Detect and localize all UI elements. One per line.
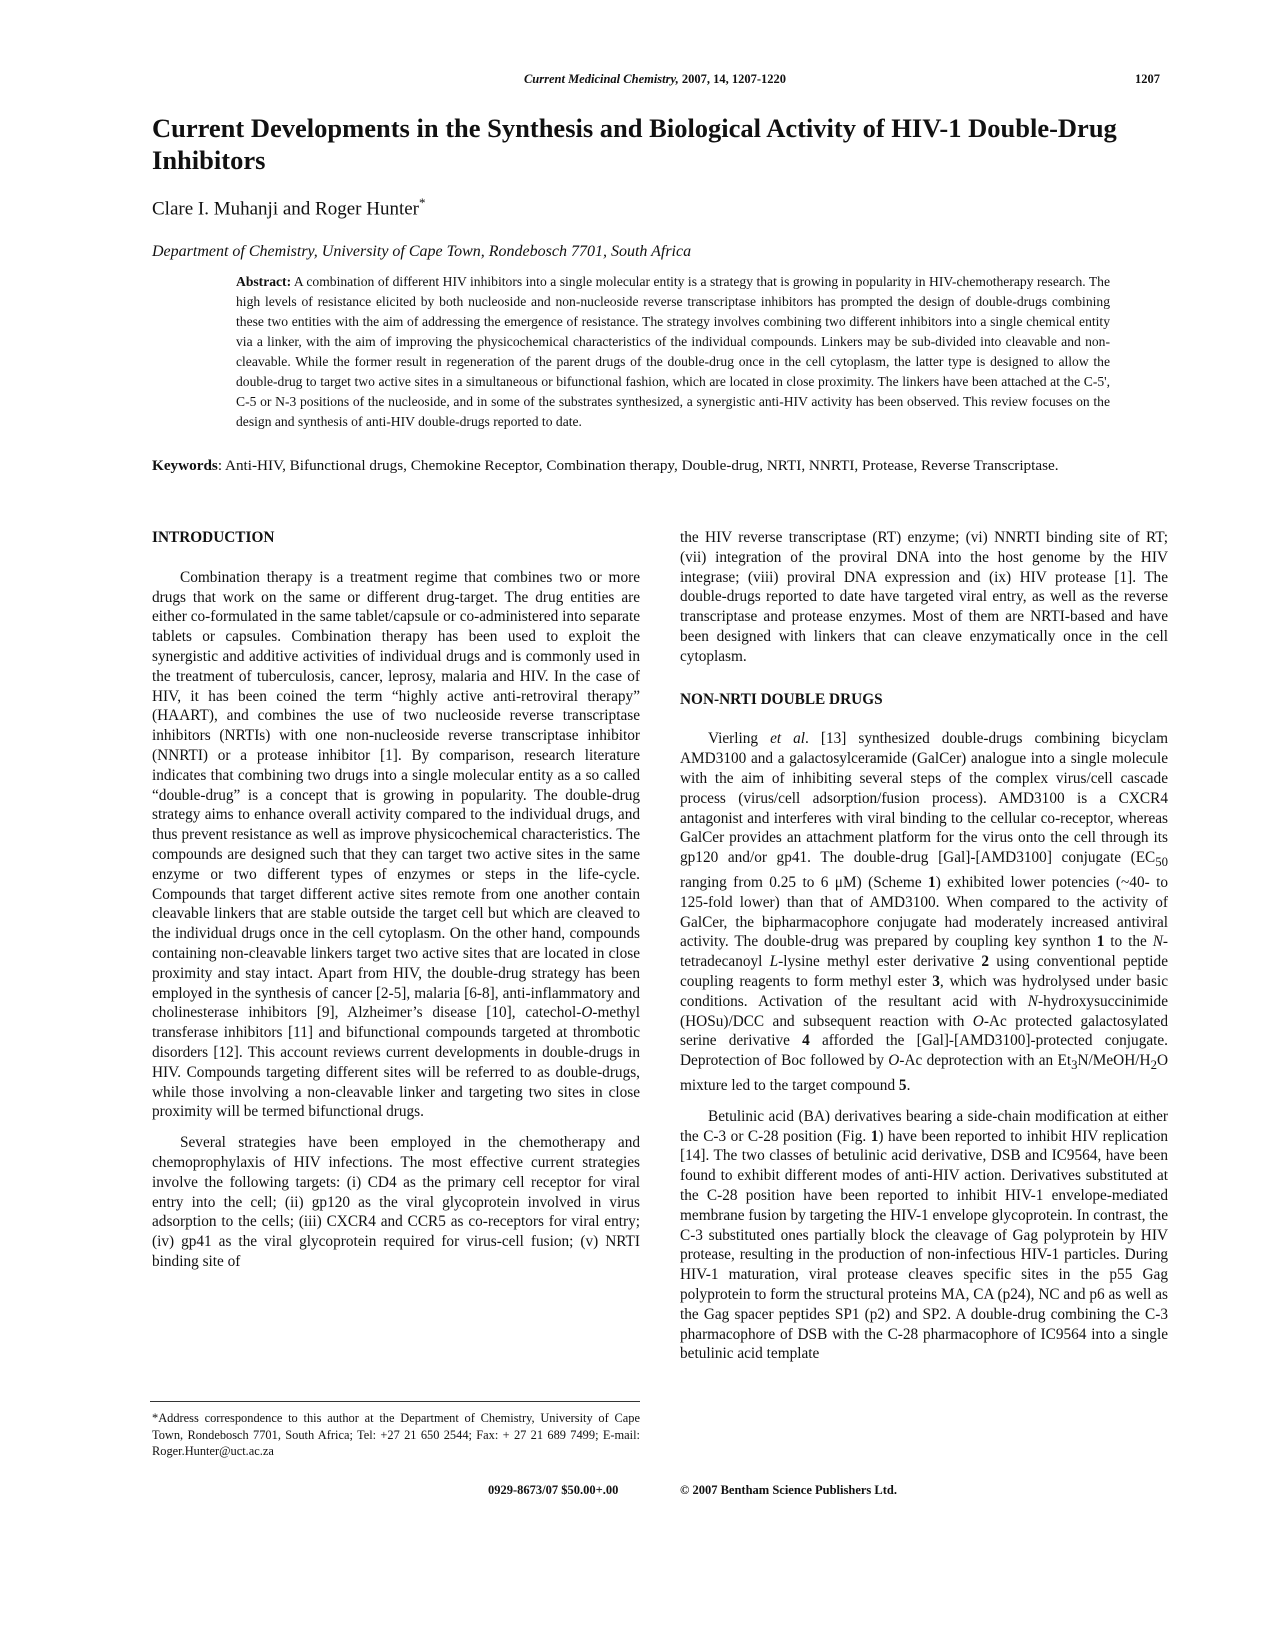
copyright: © 2007 Bentham Science Publishers Ltd. xyxy=(680,1483,897,1497)
t: ) have been reported to inhibit HIV replication [14]. The two classes of betulinic acid derivative, DSB and IC9564, have been found to exhibit different modes of anti-HIV action. Derivatives substituted at the C-28 position have been reported to inhibit HIV-1 envelope-mediated membrane fusion by targeting the HIV-1 envelope glycoprotein. In contrast, the C-3 substituted ones partially block the cleavage of Gag polyprotein by HIV protease, resulting in the production of non-infectious HIV-1 particles. During HIV-1 maturation, viral protease cleaves specific sites in the p55 Gag polyprotein to form the structural proteins MA, CA (p24), NC and p6 as well as the Gag spacer peptides SP1 (p2) and SP2. A double-drug combining the C-3 pharmacophore of DSB with the C-28 pharmacophore of IC9564 into a single betulinic acid template xyxy=(680,1127,1168,1363)
continued-paragraph: the HIV reverse transcriptase (RT) enzyme; (vi) NNRTI binding site of RT; (vii) integration of the proviral DNA into the host genome by the HIV integrase; (viii) proviral DNA expression and (ix) HIV protease [1]. The double-drugs reported to date have targeted viral entry, as well as the reverse transcriptase and protease enzymes. Most of them are NRTI-based and have been designed with linkers that can cleave enzymatically once in the cell cytoplasm. xyxy=(680,529,1168,665)
journal-citation xyxy=(150,72,1160,87)
subscript: 3 xyxy=(1071,1058,1078,1073)
t: ) exhibited lower potencies (~40- to 125-fold lower) than that of AMD3100. When compared to the activity of GalCer, the bipharmacophore conjugate had moderately increased antiviral activity. The double-drug was prepared by coupling key synthon xyxy=(680,874,1168,951)
keywords-text: : Anti-HIV, Bifunctional drugs, Chemokine Receptor, Combination therapy, Double-drug, NRTI, NNRTI, Protease, Reverse Transcriptase. xyxy=(217,457,1059,474)
intro-paragraph-1 xyxy=(152,568,640,1122)
t: using conventional peptide coupling reagents to form methyl ester xyxy=(680,953,1168,990)
intro-p1-tail: -methyl transferase inhibitors [11] and bifunctional compounds targeted at thrombotic disorders [12]. This account reviews current developments in double-drugs in HIV. Compounds targeting different sites will be referred to as double-drugs, while those involving a non-cleavable linker and targeting two sites in close proximity will be termed bifunctional drugs. xyxy=(152,1004,640,1121)
t: -Ac protected galactosylated serine derivative xyxy=(680,1012,1169,1050)
subscript: 2 xyxy=(1150,1058,1157,1073)
intro-p1-text: Combination therapy is a treatment regime that combines two or more drugs that work on the same or different drug-target. The drug entities are either co-formulated in the same tablet/capsule or co-administered into separate tablets or capsules. Combination therapy has been used to exploit the synergistic and additive activities of individual drugs and is commonly used in the treatment of tuberculosis, cancer, leprosy, malaria and HIV. In the case of HIV, it has been coined the term “highly active anti-retroviral therapy” (HAART), and combines the use of two nucleoside reverse transcriptase inhibitors (NRTIs) with one non-nucleoside reverse transcriptase inhibitor (NNRTI) or a protease inhibitor [1]. By comparison, research literature indicates that combining two drugs into a single molecular entity as a so called “double-drug” is a concept that is growing in popularity. The double-drug strategy aims to enhance overall activity compared to the individual drugs, and thus prevent resistance as well as improve physicochemical characteristics. The compounds are designed such that they can target two active sites in the same enzyme or two different types of enzymes or steps in the life-cycle. Compounds that target different active sites remote from one another contain cleavable linkers that are stable outside the target cell but which are cleaved to the individual drugs once in the cell cytoplasm. On the other hand, compounds containing non-cleavable linkers target two active sites that are located in close proximity and stay intact. Apart from HIV, the double-drug strategy has been employed in the synthesis of cancer [2-5], malaria [6-8], anti-inflammatory and cholinesterase inhibitors [9], Alzheimer’s disease [10], catechol- xyxy=(152,568,640,1022)
figure-number: 1 xyxy=(870,1127,879,1145)
section-heading-introduction: INTRODUCTION xyxy=(152,529,275,546)
t: . xyxy=(906,1077,911,1095)
intro-p1-italic: O xyxy=(581,1004,593,1022)
italic: N xyxy=(1027,992,1038,1010)
compound-number: 1 xyxy=(1096,933,1105,951)
journal-name: Current Medicinal Chemistry, xyxy=(523,72,679,86)
keywords-label: Keywords xyxy=(152,457,218,474)
correspondence-footnote: *Address correspondence to this author at the Department of Chemistry, University of Cape Town, Rondebosch 7701, South Africa; Tel: +27 21 650 2544; Fax: + 27 21 689 7499; E-mail: Roger.Hunter@uct.ac.za xyxy=(152,1411,640,1458)
footnote-divider xyxy=(150,1401,640,1402)
italic: O xyxy=(972,1012,984,1030)
abstract xyxy=(236,272,1110,432)
correspondence-mark: * xyxy=(418,195,426,210)
t: N/MeOH/H xyxy=(1077,1052,1151,1070)
t: , which was hydrolysed under basic conditions. Activation of the resultant acid with xyxy=(680,972,1168,1010)
author-names: Clare I. Muhanji and Roger Hunter xyxy=(152,198,419,220)
t: Betulinic acid (BA) derivatives bearing a side-chain modification at either the C-3 or C-28 position (Fig. xyxy=(680,1107,1168,1145)
compound-number: 2 xyxy=(981,953,990,971)
et-al: et al xyxy=(770,730,806,748)
intro-paragraph-2: Several strategies have been employed in the chemotherapy and chemoprophylaxis of HIV infections. The most effective current strategies involve the following targets: (i) CD4 as the primary cell receptor for viral entry into the cell; (ii) gp120 as the viral glycoprotein involved in virus adsorption to the cells; (iii) CXCR4 and CCR5 as co-receptors for viral entry; (iv) gp41 as the viral glycoprotein required for virus-cell fusion; (v) NRTI binding site of xyxy=(152,1134,640,1270)
compound-number: 1 xyxy=(928,874,936,891)
italic: N xyxy=(1152,933,1163,951)
section-heading-non-nrti: NON-NRTI DOUBLE DRUGS xyxy=(680,690,883,708)
compound-number: 3 xyxy=(932,972,940,990)
t: -hydroxysuccinimide (HOSu)/DCC and subsequent reaction with xyxy=(680,992,1168,1030)
t: O mixture led to the target compound xyxy=(680,1052,1168,1095)
affiliation: Department of Chemistry, University of Cape Town, Rondebosch 7701, South Africa xyxy=(152,243,692,260)
left-column xyxy=(152,528,640,1283)
compound-number: 4 xyxy=(802,1032,810,1050)
t: Vierling xyxy=(708,730,771,748)
article-title: Current Developments in the Synthesis and Biological Activity of HIV-1 Double-Drug Inhibitors xyxy=(152,113,1117,175)
t: -Ac deprotection with an Et xyxy=(899,1052,1072,1070)
t: . [13] synthesized double-drugs combining bicyclam AMD3100 and a galactosylceramide (GalCer) analogue into a single molecule with the aim of inhibiting several steps of the complex virus/cell cascade process (virus/cell adsorption/fusion process). AMD3100 is a CXCR4 antagonist and interferes with viral binding to the cellular co-receptor, whereas GalCer provides an attachment platform for the virus onto the cell through its gp120 and/or gp41. The double-drug [Gal]-[AMD3100] conjugate (EC xyxy=(680,730,1168,867)
issn-price: 0929-8673/07 $50.00+.00 xyxy=(488,1483,619,1497)
t: to the xyxy=(1104,933,1153,951)
journal-volume: 2007, 14, 1207-1220 xyxy=(678,72,787,86)
compound-number: 5 xyxy=(898,1077,907,1095)
betulinic-paragraph xyxy=(680,1107,1168,1364)
abstract-text: A combination of different HIV inhibitors into a single molecular entity is a strategy that is growing in popularity in HIV-chemotherapy research. The high levels of resistance elicited by both nucleoside and non-nucleoside reverse transcriptase inhibitors has prompted the design of double-drugs combining these two entities with the aim of addressing the emergence of resistance. The strategy involves combining two different inhibitors into a single chemical entity via a linker, with the aim of improving the physicochemical characteristics of the individual compounds. Linkers may be sub-divided into cleavable and non-cleavable. While the former result in regeneration of the parent drugs of the double-drug once in the cell cytoplasm, the latter type is designed to allow the double-drug to target two active sites in a simultaneous or bifunctional fashion, which are located in close proximity. The linkers have been attached at the C-5', C-5 or N-3 positions of the nucleoside, and in some of the substrates synthesized, a synergistic anti-HIV activity has been observed. This review focuses on the design and synthesis of anti-HIV double-drugs reported to date. xyxy=(236,274,1110,429)
italic: L xyxy=(769,953,779,971)
right-column xyxy=(680,528,1168,1375)
t: afforded the [Gal]-[AMD3100]-protected conjugate. Deprotection of Boc followed by xyxy=(680,1032,1168,1070)
page-number: 1207 xyxy=(1135,72,1160,86)
authors xyxy=(152,195,425,220)
keywords xyxy=(152,456,1168,476)
t: -tetradecanoyl xyxy=(680,933,1168,971)
abstract-label: Abstract: xyxy=(236,274,292,289)
italic: O xyxy=(888,1052,900,1070)
running-header xyxy=(150,72,1160,90)
t: ranging from 0.25 to 6 μM) (Scheme xyxy=(680,874,929,891)
subscript: 50 xyxy=(1155,855,1168,870)
non-nrti-paragraph-1 xyxy=(680,729,1168,1095)
t: -lysine methyl ester derivative xyxy=(778,953,982,971)
